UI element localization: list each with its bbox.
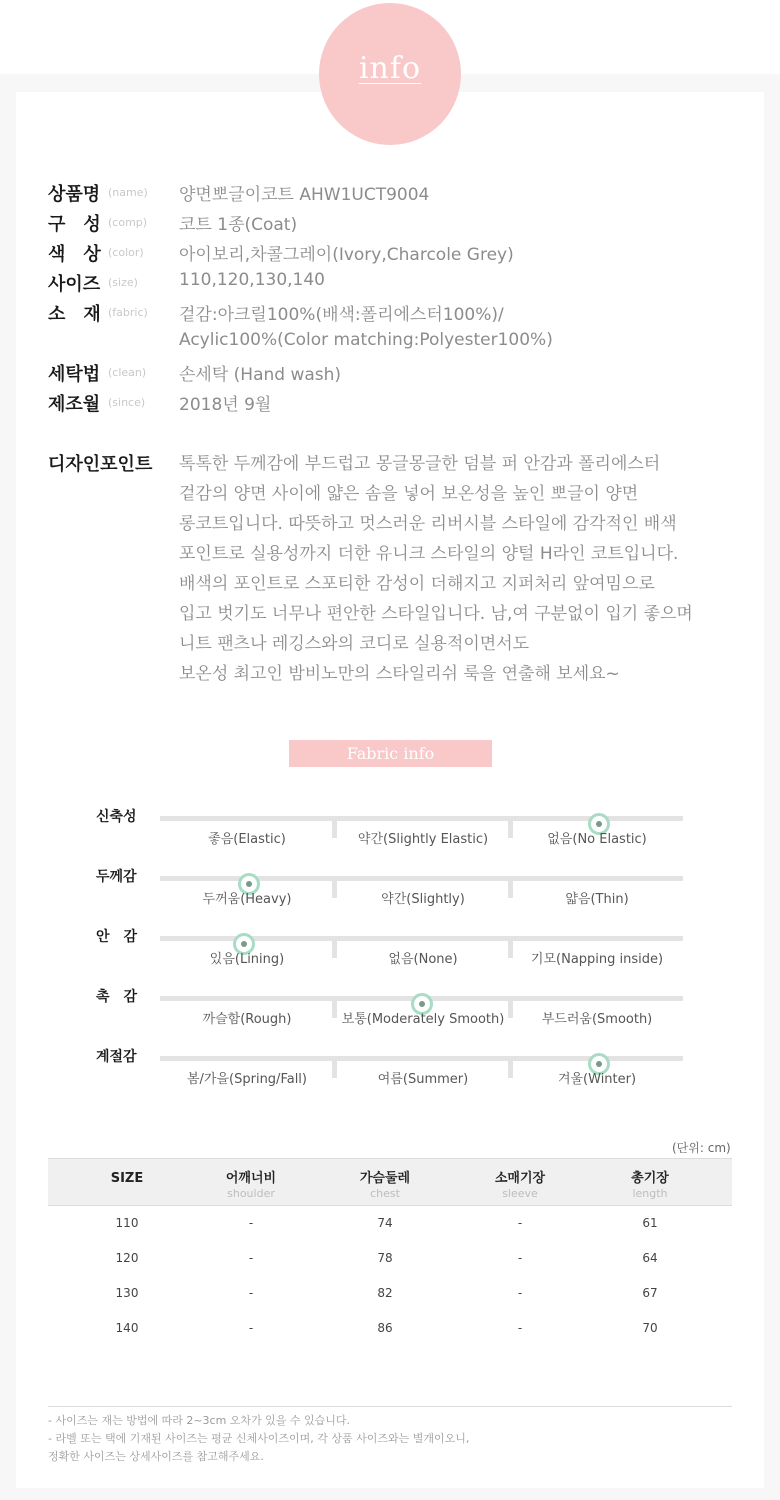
info-sublabel: (name) xyxy=(108,186,148,199)
table-row xyxy=(48,1276,732,1311)
table-cell: 82 xyxy=(377,1286,393,1300)
scale-label: 계절감 xyxy=(96,1049,137,1065)
column-header-sublabel: shoulder xyxy=(227,1187,275,1200)
design-point-line: 겉감의 양면 사이에 얇은 솜을 넣어 보온성을 높인 뽀글이 양면 xyxy=(179,484,639,504)
design-point-line: 포인트로 실용성까지 더한 유니크 스타일의 양털 H라인 코트입니다. xyxy=(179,544,679,564)
size-unit: (단위: cm) xyxy=(672,1141,731,1155)
scale-label: 신축성 xyxy=(96,809,137,825)
info-label: 사이즈 xyxy=(48,274,101,295)
info-value: 손세탁 (Hand wash) xyxy=(179,365,342,385)
info-sublabel: (comp) xyxy=(108,216,148,229)
info-value: 110,120,130,140 xyxy=(179,270,326,290)
table-cell: - xyxy=(248,1286,254,1300)
table-cell: 61 xyxy=(642,1216,658,1230)
info-label: 상품명 xyxy=(48,184,101,205)
info-label: 제조월 xyxy=(48,394,101,415)
scale-option: 약간(Slightly Elastic) xyxy=(357,832,489,847)
info-label: 색 상 xyxy=(48,244,101,265)
info-badge-text: info xyxy=(358,51,422,86)
design-point-line: 니트 팬츠나 레깅스와의 코디로 실용적이면서도 xyxy=(179,634,530,654)
scale-option: 있음(Lining) xyxy=(209,952,285,967)
scale-option: 좋음(Elastic) xyxy=(208,832,286,847)
table-cell: 140 xyxy=(115,1321,139,1335)
info-sublabel: (color) xyxy=(108,246,144,259)
info-value: 겉감:아크릴100%(배색:폴리에스터100%)/ xyxy=(179,305,504,325)
info-sublabel: (size) xyxy=(108,276,138,289)
column-header-label: 어깨너비 xyxy=(225,1171,277,1186)
table-cell: - xyxy=(517,1251,523,1265)
column-header-sublabel: sleeve xyxy=(502,1187,538,1200)
table-cell: 64 xyxy=(642,1251,658,1265)
scale-label: 두께감 xyxy=(96,869,137,885)
table-cell: - xyxy=(517,1216,523,1230)
scale-track xyxy=(160,936,683,941)
column-header-length xyxy=(580,1171,720,1200)
info-sublabel: (fabric) xyxy=(108,306,148,319)
scale-touch xyxy=(0,990,780,1040)
scale-track xyxy=(160,876,683,881)
table-cell: 130 xyxy=(115,1286,139,1300)
column-header-label: 소매기장 xyxy=(494,1171,546,1186)
column-header-sublabel: chest xyxy=(370,1187,400,1200)
column-header-size xyxy=(57,1171,197,1187)
column-header-shoulder xyxy=(181,1171,321,1200)
info-label: 구 성 xyxy=(48,214,101,235)
design-point-line: 입고 벗기도 너무나 편안한 스타일입니다. 남,여 구분없이 입기 좋으며 xyxy=(179,604,693,624)
info-value: 코트 1종(Coat) xyxy=(179,215,298,235)
table-cell: - xyxy=(248,1321,254,1335)
table-cell: - xyxy=(248,1251,254,1265)
scale-option: 얇음(Thin) xyxy=(565,892,629,907)
scale-option: 약간(Slightly) xyxy=(381,892,465,907)
table-cell: 110 xyxy=(115,1216,139,1230)
table-row xyxy=(48,1206,732,1241)
scale-option: 기모(Napping inside) xyxy=(530,952,664,967)
info-label: 소 재 xyxy=(48,304,101,325)
table-cell: 74 xyxy=(377,1216,393,1230)
scale-option: 두꺼움(Heavy) xyxy=(202,892,292,907)
column-header-chest xyxy=(315,1171,455,1200)
fabric-info-title: Fabric info xyxy=(289,740,492,767)
scale-option: 여름(Summer) xyxy=(377,1072,469,1087)
scale-track xyxy=(160,996,683,1001)
column-header-label: 총기장 xyxy=(631,1171,669,1186)
info-badge xyxy=(319,3,461,145)
info-sublabel: (clean) xyxy=(108,366,147,379)
scale-elasticity xyxy=(0,810,780,860)
scale-option: 까슬함(Rough) xyxy=(202,1012,292,1027)
column-header-label: SIZE xyxy=(110,1171,144,1186)
scale-track xyxy=(160,1056,683,1061)
table-cell: 120 xyxy=(115,1251,139,1265)
info-value: 양면뽀글이코트 AHW1UCT9004 xyxy=(179,185,430,205)
info-value-second-line: Acylic100%(Color matching:Polyester100%) xyxy=(179,330,553,350)
table-cell: 70 xyxy=(642,1321,658,1335)
design-point-text xyxy=(179,449,739,689)
scale-option: 보통(Moderately Smooth) xyxy=(341,1012,505,1027)
scale-option: 겨울(Winter) xyxy=(557,1072,637,1087)
scale-option: 없음(No Elastic) xyxy=(547,832,647,847)
design-point-label: 디자인포인트 xyxy=(48,454,153,475)
column-header-sleeve xyxy=(450,1171,590,1200)
column-header-sublabel: length xyxy=(632,1187,668,1200)
table-cell: 67 xyxy=(642,1286,658,1300)
table-row xyxy=(48,1241,732,1276)
column-header-label: 가슴둘레 xyxy=(359,1171,411,1186)
scale-lining xyxy=(0,930,780,980)
scale-label: 촉 감 xyxy=(96,989,138,1005)
size-table-header xyxy=(48,1158,732,1206)
table-cell: 86 xyxy=(377,1321,393,1335)
scale-option: 부드러움(Smooth) xyxy=(541,1012,653,1027)
scale-option: 봄/가을(Spring/Fall) xyxy=(186,1072,307,1087)
info-value: 아이보리,차콜그레이(Ivory,Charcole Grey) xyxy=(179,245,514,265)
design-point-line: 보온성 최고인 밤비노만의 스타일리쉬 룩을 연출해 보세요~ xyxy=(179,664,620,684)
table-cell: 78 xyxy=(377,1251,393,1265)
note-line: - 라벨 또는 택에 기재된 사이즈는 평균 신체사이즈이며, 각 상품 사이즈와는 별개이오니, xyxy=(48,1432,470,1445)
table-cell: - xyxy=(248,1216,254,1230)
info-sublabel: (since) xyxy=(108,396,146,409)
scale-track xyxy=(160,816,683,821)
scale-season xyxy=(0,1050,780,1100)
note-line: - 사이즈는 재는 방법에 따라 2~3cm 오차가 있을 수 있습니다. xyxy=(48,1414,351,1427)
scale-thickness xyxy=(0,870,780,920)
size-notes xyxy=(48,1412,469,1466)
design-point-line: 롱코트입니다. 따뜻하고 멋스러운 리버시블 스타일에 감각적인 배색 xyxy=(179,514,677,534)
note-line: 정확한 사이즈는 상세사이즈를 참고해주세요. xyxy=(48,1450,264,1463)
design-point-line: 배색의 포인트로 스포티한 감성이 더해지고 지퍼처리 앞여밈으로 xyxy=(179,574,655,594)
design-point-line: 톡톡한 두께감에 부드럽고 몽글몽글한 덤블 퍼 안감과 폴리에스터 xyxy=(179,454,661,474)
scale-option: 없음(None) xyxy=(388,952,458,967)
divider xyxy=(48,1406,732,1407)
info-value: 2018년 9월 xyxy=(179,395,272,415)
info-label: 세탁법 xyxy=(48,364,101,385)
scale-label: 안 감 xyxy=(96,929,138,945)
table-cell: - xyxy=(517,1286,523,1300)
table-cell: - xyxy=(517,1321,523,1335)
table-row xyxy=(48,1311,732,1346)
